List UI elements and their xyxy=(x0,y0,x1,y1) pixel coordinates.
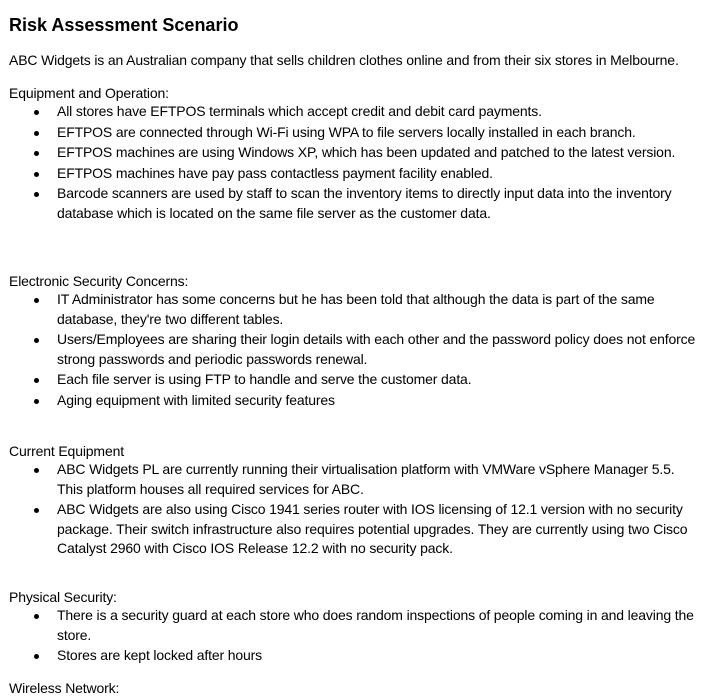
list-item: IT Administrator has some concerns but he has been told that although the data is part of the same database, they're two different tables. xyxy=(9,290,697,329)
bullet-icon xyxy=(34,110,39,115)
list-item: Barcode scanners are used by staff to scan the inventory items to directly input data into the inventory database which is located on the same file server as the customer data. xyxy=(9,184,677,223)
list-item: ABC Widgets PL are currently running their virtualisation platform with VMWare vSphere Manager 5.5. This platform houses all required services for ABC. xyxy=(9,460,697,499)
bullet-icon xyxy=(34,654,39,659)
list-item: EFTPOS are connected through Wi-Fi using WPA to file servers locally installed in each branch. xyxy=(9,123,697,143)
bullet-list xyxy=(9,460,699,559)
bullet-icon xyxy=(34,192,39,197)
section-heading-wireless-network: Wireless Network: xyxy=(9,680,120,696)
list-item: Stores are kept locked after hours xyxy=(9,646,697,666)
section-physical-security xyxy=(9,589,699,667)
list-item: ABC Widgets are also using Cisco 1941 series router with IOS licensing of 12.1 version with no security package. Their switch infrastructure also requires potential upgrades. They are currently using two Cisco Catalyst 2960 with Cisco IOS Release 12.2 with no security pack. xyxy=(9,500,697,559)
list-item: All stores have EFTPOS terminals which accept credit and debit card payments. xyxy=(9,102,697,122)
bullet-icon xyxy=(34,338,39,343)
list-item: There is a security guard at each store who does random inspections of people coming in and leaving the store. xyxy=(9,606,697,645)
bullet-list xyxy=(9,290,699,410)
bullet-icon xyxy=(34,468,39,473)
section-electronic-security xyxy=(9,273,699,411)
section-current-equipment xyxy=(9,443,699,560)
list-item: Aging equipment with limited security features xyxy=(9,391,697,411)
bullet-icon xyxy=(34,172,39,177)
bullet-icon xyxy=(34,131,39,136)
list-item: EFTPOS machines have pay pass contactless payment facility enabled. xyxy=(9,164,697,184)
bullet-icon xyxy=(34,399,39,404)
bullet-list xyxy=(9,102,699,223)
page-title: Risk Assessment Scenario xyxy=(9,15,239,35)
section-heading: Physical Security: xyxy=(9,589,117,605)
section-heading: Equipment and Operation: xyxy=(9,85,169,101)
bullet-icon xyxy=(34,614,39,619)
section-heading: Electronic Security Concerns: xyxy=(9,273,189,289)
section-heading: Current Equipment xyxy=(9,443,124,459)
bullet-icon xyxy=(34,508,39,513)
section-equipment-operation xyxy=(9,85,699,224)
bullet-icon xyxy=(34,151,39,156)
intro-paragraph: ABC Widgets is an Australian company that sells children clothes online and from their six stores in Melbourne. xyxy=(9,52,679,68)
list-item: Users/Employees are sharing their login details with each other and the password policy does not enforce strong passwords and periodic passwords renewal. xyxy=(9,330,697,369)
list-item: Each file server is using FTP to handle and serve the customer data. xyxy=(9,370,697,390)
bullet-icon xyxy=(34,378,39,383)
bullet-icon xyxy=(34,298,39,303)
list-item: EFTPOS machines are using Windows XP, which has been updated and patched to the latest version. xyxy=(9,143,677,163)
bullet-list xyxy=(9,606,699,666)
